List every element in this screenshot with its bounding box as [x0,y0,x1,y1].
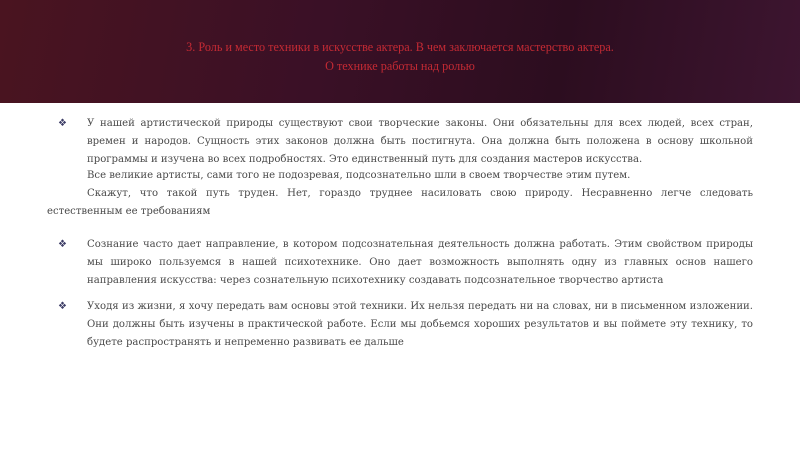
paragraph-line-2: естественным ее требованиям [47,206,211,217]
slide-title-line-2: О технике работы над ролью [325,59,475,73]
bullet-1-tail: Все великие артисты, сами того не подозревая, подсознательно шли в своем творчестве этим путем. [87,170,631,181]
slide-header [0,0,800,103]
slide-title-line-1: 3. Роль и место техники в искусстве актера. В чем заключается мастерство актера. [186,40,614,54]
paragraph-line-1: Скажут, что такой путь труден. Нет, гораздо труднее насиловать свою природу. Несравненно легче следовать [87,188,753,199]
bullet-2-text: Сознание часто дает направление, в котором подсознательная деятельность должна работать. Этим свойством природы мы широко пользуемся в нашей психотехнике. Оно дает возможность выполнять одну из главных основ нашего направления искусства: через сознательную психотехнику создавать подсознательное творчество артиста [87,239,753,286]
slide-body [0,103,800,450]
bullet-icon: ❖ [58,118,67,129]
bullet-3-text: Уходя из жизни, я хочу передать вам основы этой техники. Их нельзя передать ни на словах, ни в письменном изложении. Они должны быть изучены в практической работе. Если мы добьемся хороших результатов и вы поймете эту технику, то будете распространять и непременно развивать ее дальше [87,301,753,348]
bullet-icon: ❖ [58,301,67,312]
bullet-icon: ❖ [58,239,67,250]
bullet-1-text: У нашей артистической природы существуют свои творческие законы. Они обязательны для всех людей, всех стран, времен и народов. Сущность этих законов должна быть постигнута. Она должна быть положена в основу школьной программы и изучена во всех подробностях. Это единственный путь для создания мастеров искусства. [87,118,753,165]
